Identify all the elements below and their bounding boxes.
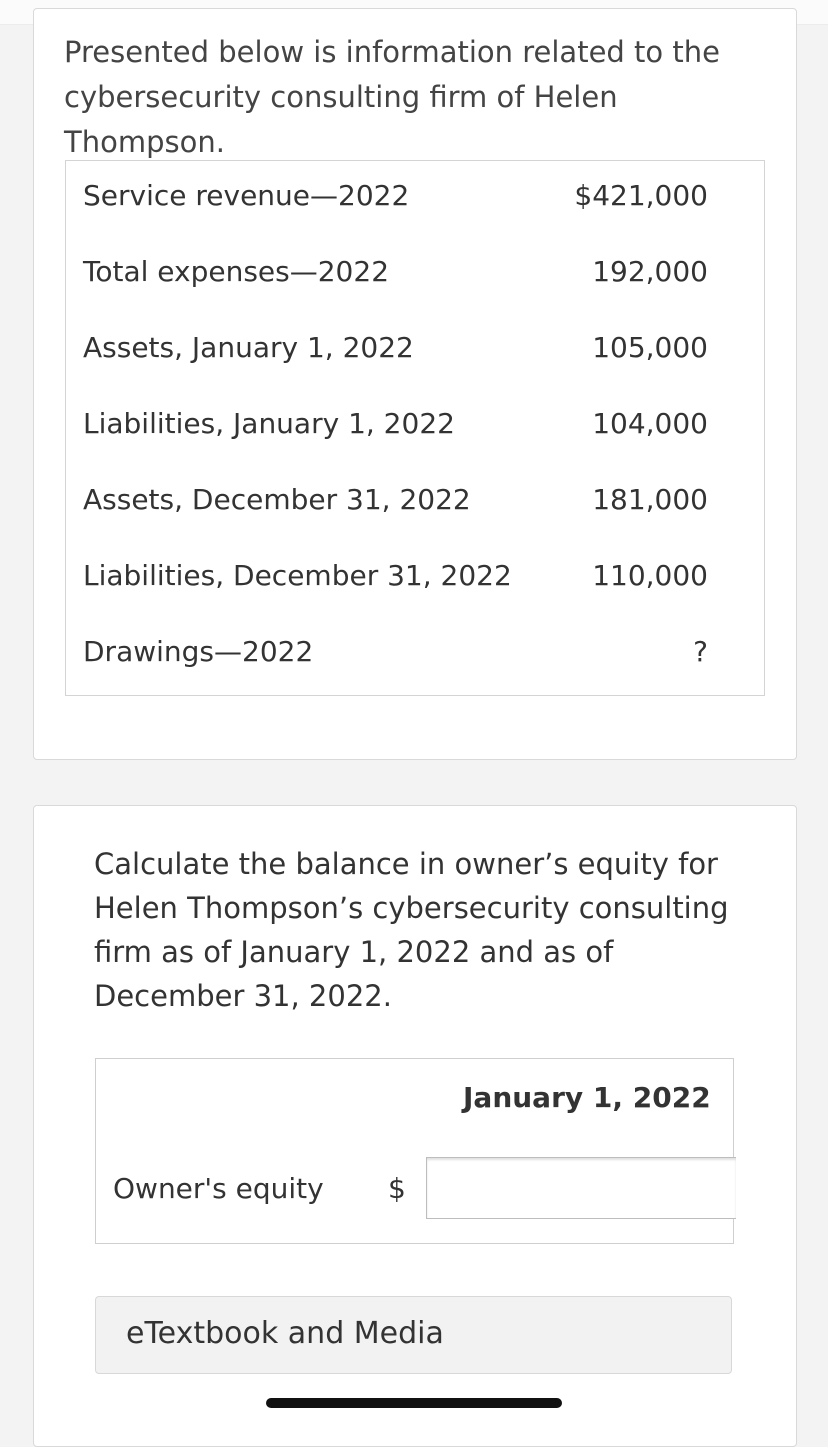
data-table (65, 160, 765, 696)
owners-equity-input[interactable] (426, 1157, 736, 1219)
owners-equity-label: Owner's equity (113, 1172, 324, 1205)
home-indicator (266, 1398, 562, 1408)
row-value: 104,000 (592, 407, 708, 440)
row-value: 105,000 (592, 331, 708, 364)
column-header: January 1, 2022 (463, 1081, 711, 1114)
table-row (66, 313, 764, 389)
row-label: Total expenses—2022 (83, 255, 390, 288)
etextbook-media-button[interactable] (95, 1296, 732, 1374)
row-label: Assets, January 1, 2022 (83, 331, 414, 364)
row-label: Service revenue—2022 (83, 179, 410, 212)
intro-text: Presented below is information related to the cybersecurity consulting firm of Helen Thompson. (64, 35, 720, 159)
row-label: Assets, December 31, 2022 (83, 483, 471, 516)
table-row (66, 617, 764, 693)
table-row (66, 237, 764, 313)
etextbook-media-label: eTextbook and Media (126, 1316, 444, 1351)
dollar-sign: $ (388, 1172, 406, 1205)
table-row (66, 465, 764, 541)
row-label: Liabilities, January 1, 2022 (83, 407, 455, 440)
row-label: Liabilities, December 31, 2022 (83, 559, 512, 592)
row-value: 110,000 (592, 559, 708, 592)
table-row (66, 161, 764, 237)
table-row (66, 389, 764, 465)
row-value: ? (693, 635, 708, 668)
row-label: Drawings—2022 (83, 635, 314, 668)
table-row (66, 541, 764, 617)
row-value: 192,000 (592, 255, 708, 288)
question-text: Calculate the balance in owner’s equity for Helen Thompson’s cybersecurity consulting firm as of January 1, 2022 and as of December 31, 2022. (94, 847, 729, 1013)
answer-table (95, 1058, 734, 1244)
row-value: 181,000 (592, 483, 708, 516)
row-value: $421,000 (574, 179, 708, 212)
